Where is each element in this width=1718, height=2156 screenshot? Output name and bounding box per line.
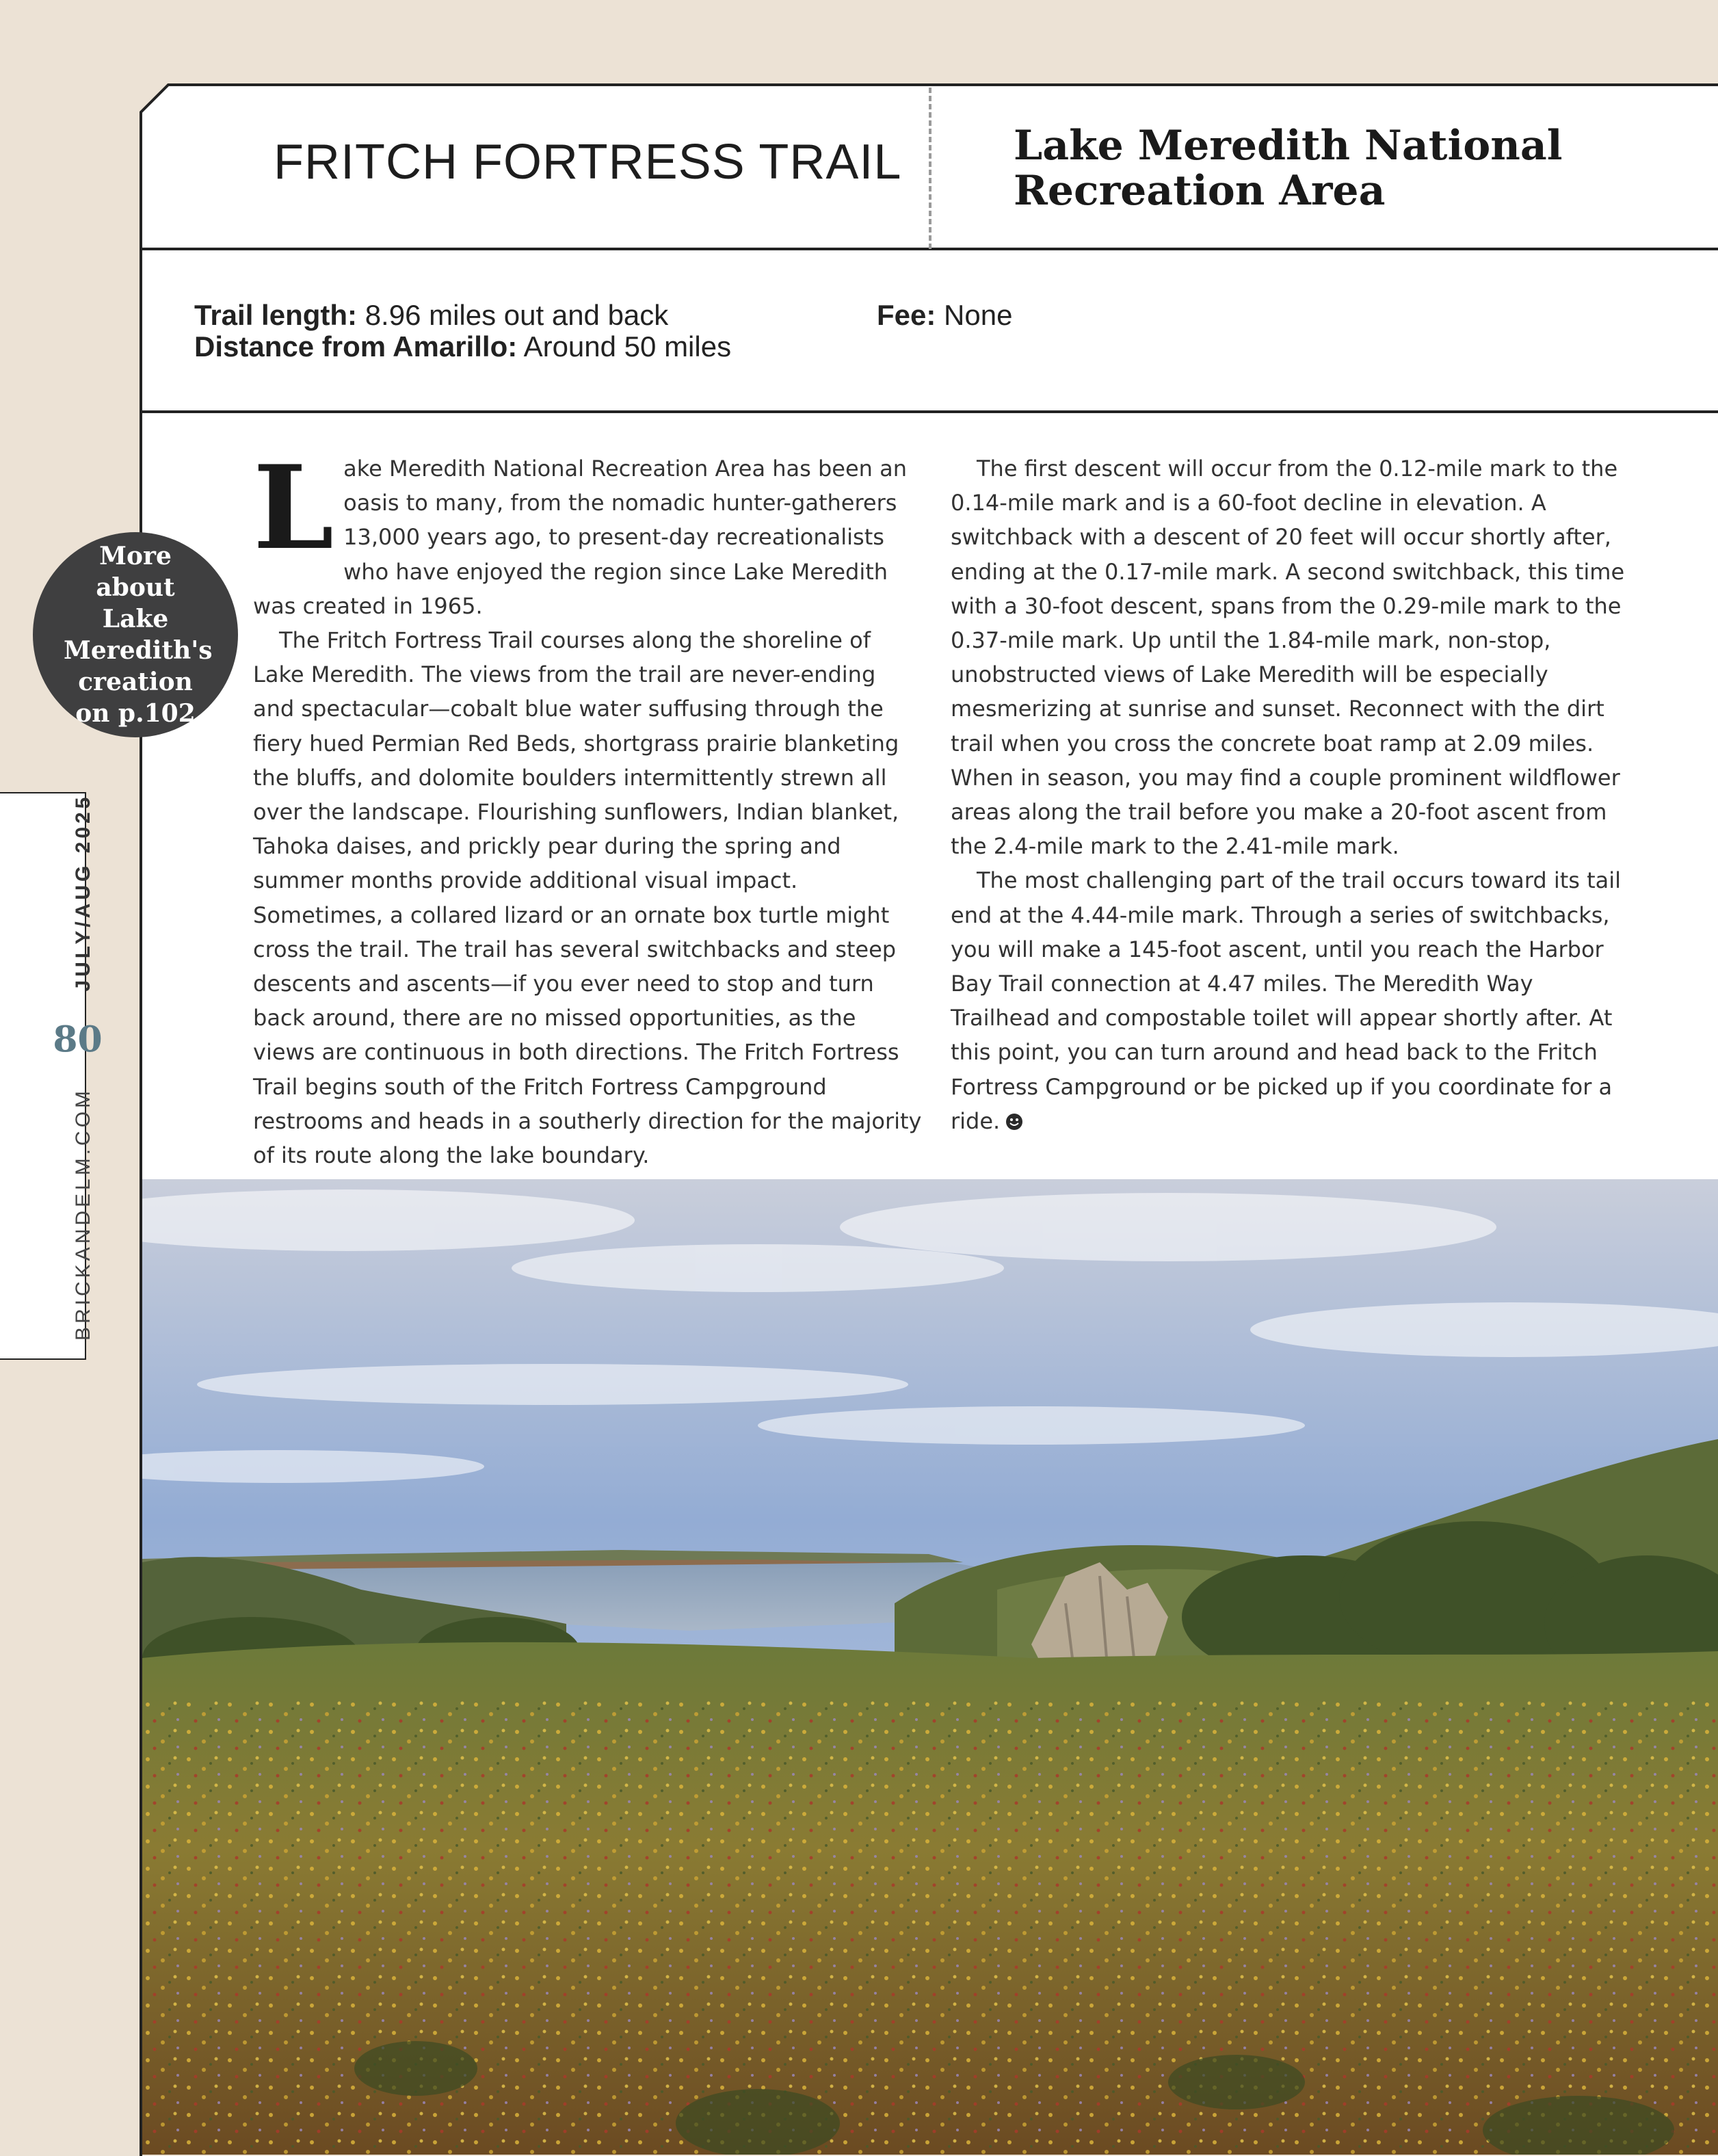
folio <box>53 793 103 1341</box>
drop-cap: L <box>253 440 334 575</box>
distance-from-amarillo: Distance from Amarillo: Around 50 miles <box>194 330 732 363</box>
paragraph-ascent: The most challenging part of the trail occurs toward its tail end at the 4.44-mile mark. Through a series of switchbacks, you will make a 145-foot ascent, until you reach the Harbor Bay Trail connection at 4.47 miles. The Meredith Way Trailhead and compostable toilet will appear shortly after. At this point, you can turn around and head back to the Fritch Fortress Campground or be picked up if you coordinate for a ride. <box>951 867 1622 1134</box>
trail-facts <box>194 300 731 363</box>
park-name: Lake Meredith National Recreation Area <box>1014 122 1563 215</box>
paragraph-descents: The first descent will occur from the 0.12-mile mark to the 0.14-mile mark and is a 60-foot decline in elevation. A switchback with a descent of 20 feet will occur shortly after, ending at the 0.17-mile mark. A second switchback, this time with a 30-foot descent, spans from the 0.29-mile mark to the 0.37-mile mark. Up until the 1.84-mile mark, non-stop, unobstructed views of Lake Meredith will be especially mesmerizing at sunrise and sunset. Reconnect with the dirt trail when you cross the concrete boat ramp at 2.09 miles. When in season, you may find a couple prominent wildflower areas along the trail before you make a 20-foot ascent from the 2.4-mile mark to the 2.41-mile mark. <box>951 456 1625 860</box>
trail-length: Trail length: 8.96 miles out and back <box>194 299 669 331</box>
trail-title: FRITCH FORTRESS TRAIL <box>274 135 902 189</box>
article-column-right <box>951 451 1635 1138</box>
page-number: 80 <box>53 1018 103 1061</box>
header-divider <box>929 88 931 249</box>
facts-rule <box>141 410 1718 413</box>
paragraph-intro: Lake Meredith National Recreation Area has been an oasis to many, from the nomadic hunter-gatherers 13,000 years ago, to present-day recreationalists who have enjoyed the region since Lake Meredith was created in 1965. <box>253 440 908 619</box>
end-mark-icon <box>1005 1113 1023 1131</box>
related-story-badge[interactable]: More about Lake Meredith's creation on p.102 <box>33 532 238 737</box>
lake-landscape-photo <box>142 1179 1718 2155</box>
article-column-left <box>253 440 923 1172</box>
landscape-illustration <box>142 1179 1718 2155</box>
website-url[interactable]: BRICKANDELM.COM <box>72 1087 94 1341</box>
trail-fee: Fee: None <box>877 299 1013 331</box>
paragraph-trail-overview: The Fritch Fortress Trail courses along the shoreline of Lake Meredith. The views from the trail are never-ending and spectacular—cobalt blue water suffusing through the fiery hued Permian Red Beds, shortgrass prairie blanketing the bluffs, and dolomite boulders intermittently strewn all over the landscape. Flourishing sunflowers, Indian blanket, Tahoka daises, and prickly pear during the spring and summer months provide additional visual impact. Sometimes, a collared lizard or an ornate box turtle might cross the trail. The trail has several switchbacks and steep descents and ascents—if you ever need to stop and turn back around, there are no missed opportunities, as the views are continuous in both directions. The Fritch Fortress Trail begins south of the Fritch Fortress Campground restrooms and heads in a southerly direction for the majority of its route along the lake boundary. <box>253 627 922 1169</box>
issue-date: JULY/AUG 2025 <box>72 793 94 992</box>
